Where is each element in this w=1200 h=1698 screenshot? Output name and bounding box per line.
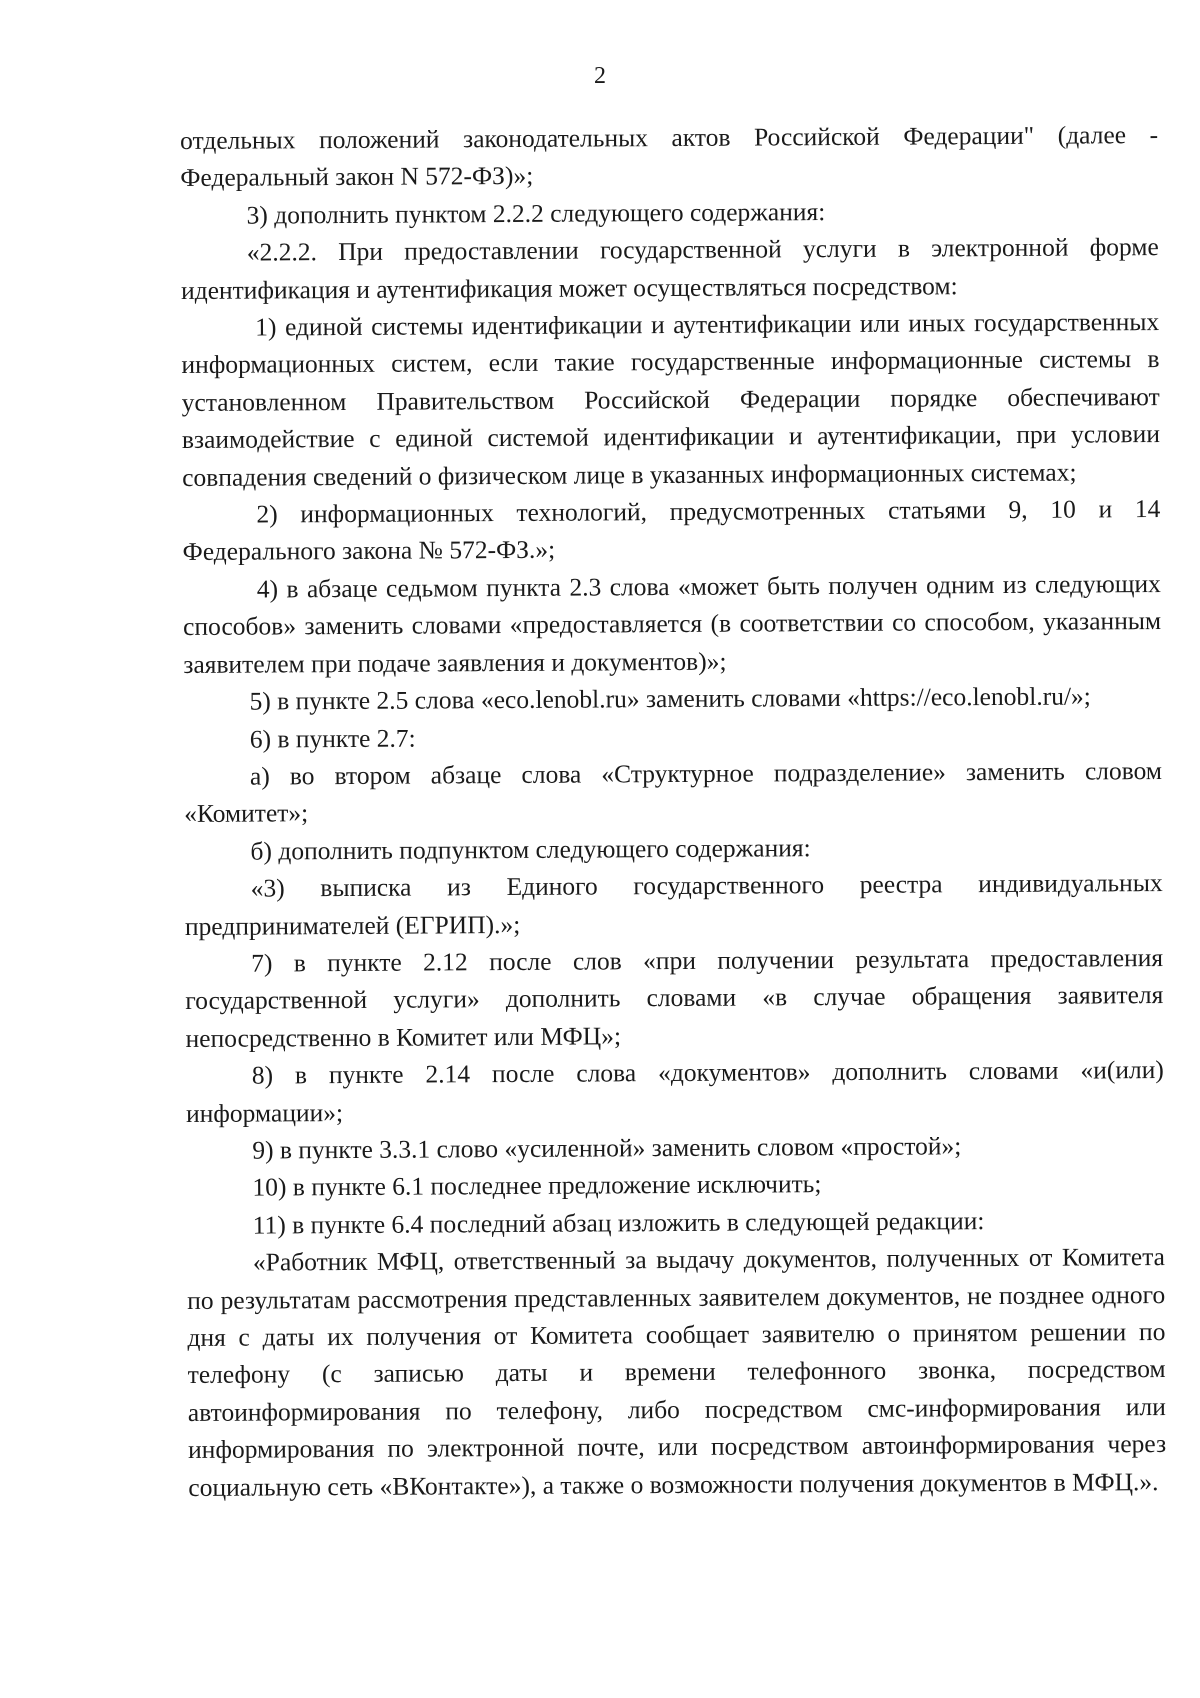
paragraph-item-6: 6) в пункте 2.7: [249, 723, 416, 754]
page-number: 2 [594, 63, 606, 89]
paragraph-mfc-quote: «Работник МФЦ, ответственный за выдачу документов, полученных от Комитета по результатам рассмотрения представленных заявителем документов, не позднее одного дня с даты их получения от Комитета сообщает заявителю о принятом решении по телефону (с записью даты и времени телефонного звонка, посредством автоинформирования по телефону, либо посредством смс-информирования или информирования по электронной почте, или посредством автоинформирования через социальную сеть «ВКонтакте»), а также о возможности получения документов в МФЦ.». [187, 1242, 1167, 1502]
paragraph-subitem-2: 2) информационных технологий, предусмотренных статьями 9, 10 и 14 Федерального закона № 572-ФЗ.»; [182, 494, 1161, 567]
paragraph-continuation: отдельных положений законодательных актов Российской Федерации" (далее - Федеральный закон N 572-ФЗ)»; [180, 120, 1159, 193]
paragraph-item-3: 3) дополнить пунктом 2.2.2 следующего содержания: [246, 196, 826, 230]
paragraph-clause-2-2-2: «2.2.2. При предоставлении государственной услуги в электронной форме идентификация и аутентификация может осуществляться посредством: [180, 232, 1159, 305]
paragraph-subitem-1: 1) единой системы идентификации и аутентификации или иных государственных информационных систем, если такие государственные информационные системы в установленном Правительством Российской Федерации порядке обеспечивают взаимодействие с единой системой идентификации и аутентификации, при условии совпадения сведений о физическом лице в указанных информационных системах; [181, 307, 1161, 492]
paragraph-item-9: 9) в пункте 3.3.1 слово «усиленной» заменить словом «простой»; [252, 1131, 962, 1165]
document-body [180, 116, 1166, 1506]
paragraph-item-6a: а) во втором абзаце слова «Структурное подразделение» заменить словом «Комитет»; [184, 755, 1163, 829]
paragraph-item-8: 8) в пункте 2.14 после слова «документов» дополнить словами «и(или) информации»; [185, 1055, 1164, 1128]
paragraph-item-5: 5) в пункте 2.5 слова «eco.lenobl.ru» заменить словами «https://eco.lenobl.ru/»; [249, 681, 1091, 716]
paragraph-item-4: 4) в абзаце седьмом пункта 2.3 слова «может быть получен одним из следующих способов» заменить словами «предоставляется (в соответствии со способом, указанным заявителем при подаче заявления и документов)»; [182, 568, 1162, 679]
paragraph-item-6b: б) дополнить подпунктом следующего содержания: [250, 832, 811, 866]
paragraph-item-10: 10) в пункте 6.1 последнее предложение исключить; [252, 1169, 822, 1202]
paragraph-subitem-3-egrip: «3) выписка из Единого государственного реестра индивидуальных предпринимателей (ЕГРИП).»; [184, 868, 1163, 941]
paragraph-item-7: 7) в пункте 2.12 после слов «при получении результата предоставления государственной услуги» дополнить словами «в случае обращения заявителя непосредственно в Комитет или МФЦ»; [185, 942, 1164, 1053]
paragraph-item-11: 11) в пункте 6.4 последний абзац изложить в следующей редакции: [252, 1205, 985, 1240]
